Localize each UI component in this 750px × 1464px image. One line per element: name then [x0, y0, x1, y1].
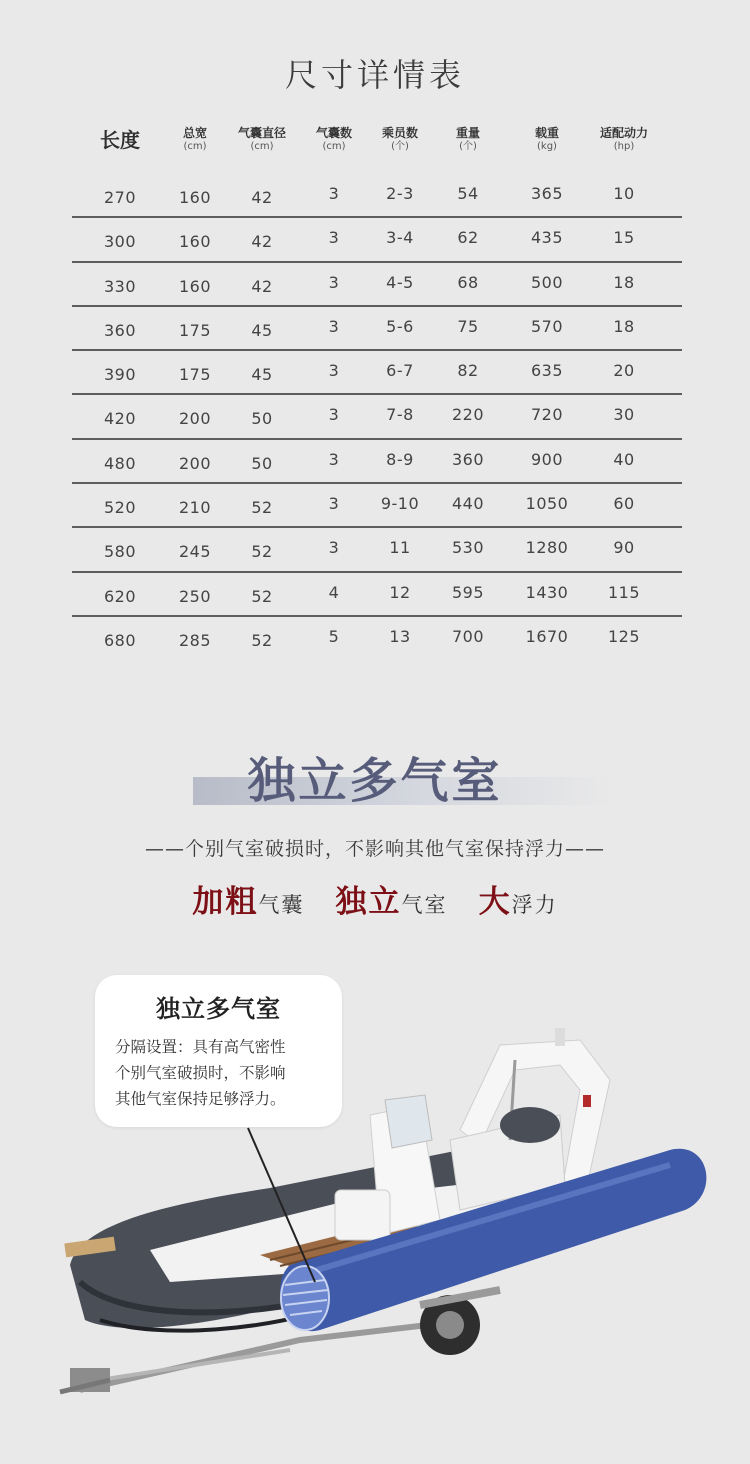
- spec-cell: 480: [103, 453, 137, 473]
- tagline-strong-3: 大: [478, 884, 512, 920]
- callout-line-2: 个别气室破损时，不影响: [115, 1064, 286, 1082]
- spec-cell: 3: [328, 538, 340, 558]
- spec-cell: 52: [251, 542, 273, 562]
- spec-header-label: 载重: [534, 126, 559, 140]
- tagline-strong-2: 独立: [335, 884, 402, 920]
- spec-header-col-7: [584, 126, 664, 153]
- spec-cell: 245: [178, 542, 212, 562]
- spec-cell: 270: [103, 188, 137, 207]
- spec-cell: 160: [178, 232, 212, 252]
- spec-cell: 54: [457, 184, 479, 203]
- tagline-weak-1: 气囊: [258, 893, 305, 917]
- spec-cell: 42: [251, 188, 273, 207]
- spec-cell: 20: [613, 361, 635, 381]
- spec-cell: 45: [251, 365, 273, 385]
- spec-table-row: [72, 218, 682, 262]
- feature-tagline: [0, 876, 750, 921]
- spec-cell: 1430: [525, 582, 569, 602]
- spec-cell: 520: [103, 498, 137, 518]
- spec-cell: 435: [530, 228, 564, 248]
- spec-cell: 75: [457, 316, 479, 336]
- spec-cell: 15: [613, 228, 635, 248]
- tagline-weak-3: 浮力: [511, 893, 558, 917]
- spec-table-row: [72, 528, 682, 572]
- spec-cell: 160: [178, 188, 212, 207]
- spec-cell: 900: [530, 449, 564, 469]
- spec-cell: 52: [251, 586, 273, 606]
- spec-cell: 200: [178, 453, 212, 473]
- spec-cell: 200: [178, 409, 212, 429]
- spec-header-label: 气囊直径: [237, 126, 286, 140]
- spec-cell: 175: [178, 365, 212, 385]
- spec-cell: 11: [389, 538, 411, 558]
- spec-cell: 220: [451, 405, 485, 425]
- spec-cell: 115: [607, 582, 641, 602]
- spec-cell: 7-8: [386, 405, 414, 425]
- feature-subtitle: ——个别气室破损时，不影响其他气室保持浮力——: [144, 838, 605, 860]
- spec-cell: 440: [451, 494, 485, 514]
- spec-cell: 720: [530, 405, 564, 425]
- spec-cell: 90: [613, 538, 635, 558]
- spec-cell: 300: [103, 232, 137, 252]
- spec-cell: 175: [178, 320, 212, 340]
- spec-cell: 4: [328, 582, 340, 602]
- spec-cell: 4-5: [386, 272, 414, 292]
- spec-header-col-5: [428, 126, 508, 153]
- spec-cell: 52: [251, 630, 273, 650]
- spec-cell: 3: [328, 361, 340, 381]
- spec-cell: 45: [251, 320, 273, 340]
- spec-cell: 330: [103, 276, 137, 296]
- spec-cell: 68: [457, 272, 479, 292]
- callout-title: 独立多气室: [156, 995, 281, 1023]
- spec-cell: 500: [530, 272, 564, 292]
- spec-cell: 285: [178, 630, 212, 650]
- spec-header-col-0: [80, 126, 160, 154]
- tagline-weak-2: 气室: [401, 893, 448, 917]
- spec-cell: 530: [451, 538, 485, 558]
- spec-header-unit: (cm): [183, 141, 207, 152]
- spec-header-label: 气囊数: [315, 126, 352, 140]
- spec-table-row: [72, 484, 682, 528]
- spec-cell: 620: [103, 586, 137, 606]
- spec-header-unit: (cm): [322, 141, 346, 152]
- callout-line-3: 其他气室保持足够浮力。: [115, 1090, 286, 1108]
- spec-cell: 9-10: [380, 494, 420, 514]
- spec-header-label: 重量: [455, 126, 480, 140]
- spec-cell: 3: [328, 494, 340, 514]
- spec-table-row: [72, 440, 682, 484]
- feature-title: 独立多气室: [247, 753, 503, 809]
- spec-cell: 5-6: [386, 316, 414, 336]
- spec-table-row: [72, 617, 682, 661]
- spec-cell: 62: [457, 228, 479, 248]
- spec-header-unit: (个): [391, 141, 409, 152]
- spec-cell: 570: [530, 316, 564, 336]
- spec-cell: 360: [451, 449, 485, 469]
- spec-header-unit: (cm): [250, 141, 274, 152]
- spec-cell: 6-7: [386, 361, 414, 381]
- spec-cell: 210: [178, 498, 212, 518]
- spec-cell: 1280: [525, 538, 569, 558]
- spec-cell: 12: [389, 582, 411, 602]
- spec-cell: 1670: [525, 626, 569, 646]
- spec-cell: 250: [178, 586, 212, 606]
- spec-header-label: 适配动力: [599, 126, 648, 140]
- spec-cell: 10: [613, 184, 635, 203]
- callout-card: [95, 975, 342, 1127]
- spec-header-col-6: [507, 126, 587, 153]
- spec-cell: 420: [103, 409, 137, 429]
- spec-cell: 50: [251, 453, 273, 473]
- spec-cell: 40: [613, 449, 635, 469]
- spec-header-label: 乘员数: [381, 126, 418, 140]
- spec-cell: 3: [328, 449, 340, 469]
- callout-line-1: 分隔设置：具有高气密性: [115, 1038, 286, 1056]
- spec-cell: 3-4: [386, 228, 414, 248]
- spec-cell: 52: [251, 498, 273, 518]
- spec-table-body: [72, 174, 682, 661]
- spec-cell: 160: [178, 276, 212, 296]
- spec-cell: 13: [389, 626, 411, 646]
- spec-cell: 18: [613, 272, 635, 292]
- spec-cell: 680: [103, 630, 137, 650]
- spec-cell: 125: [607, 626, 641, 646]
- spec-cell: 390: [103, 365, 137, 385]
- tagline-strong-1: 加粗: [192, 884, 259, 920]
- spec-cell: 42: [251, 276, 273, 296]
- spec-cell: 635: [530, 361, 564, 381]
- spec-header-unit: (hp): [613, 141, 635, 152]
- spec-table-title: 尺寸详情表: [284, 56, 465, 94]
- spec-cell: 2-3: [386, 184, 414, 203]
- spec-cell: 3: [328, 316, 340, 336]
- spec-header-label: 总宽: [182, 126, 207, 140]
- spec-cell: 82: [457, 361, 479, 381]
- spec-cell: 18: [613, 316, 635, 336]
- spec-header-label: 长度: [100, 128, 140, 152]
- spec-cell: 365: [530, 184, 564, 203]
- spec-cell: 50: [251, 409, 273, 429]
- spec-table-row: [72, 395, 682, 439]
- spec-table-header: [72, 126, 682, 174]
- spec-cell: 580: [103, 542, 137, 562]
- spec-cell: 8-9: [386, 449, 414, 469]
- spec-cell: 360: [103, 320, 137, 340]
- spec-table-row: [72, 263, 682, 307]
- spec-table: [72, 126, 682, 661]
- spec-header-unit: (kg): [537, 141, 557, 152]
- spec-table-row: [72, 307, 682, 351]
- spec-header-col-2: [222, 126, 302, 153]
- spec-table-row: [72, 174, 682, 218]
- spec-header-unit: (个): [459, 141, 477, 152]
- spec-cell: 1050: [525, 494, 569, 514]
- spec-cell: 3: [328, 184, 340, 203]
- spec-cell: 60: [613, 494, 635, 514]
- spec-cell: 30: [613, 405, 635, 425]
- spec-cell: 5: [328, 626, 340, 646]
- spec-cell: 3: [328, 228, 340, 248]
- spec-table-row: [72, 573, 682, 617]
- spec-cell: 700: [451, 626, 485, 646]
- spec-cell: 595: [451, 582, 485, 602]
- spec-table-row: [72, 351, 682, 395]
- spec-cell: 42: [251, 232, 273, 252]
- spec-cell: 3: [328, 405, 340, 425]
- spec-cell: 3: [328, 272, 340, 292]
